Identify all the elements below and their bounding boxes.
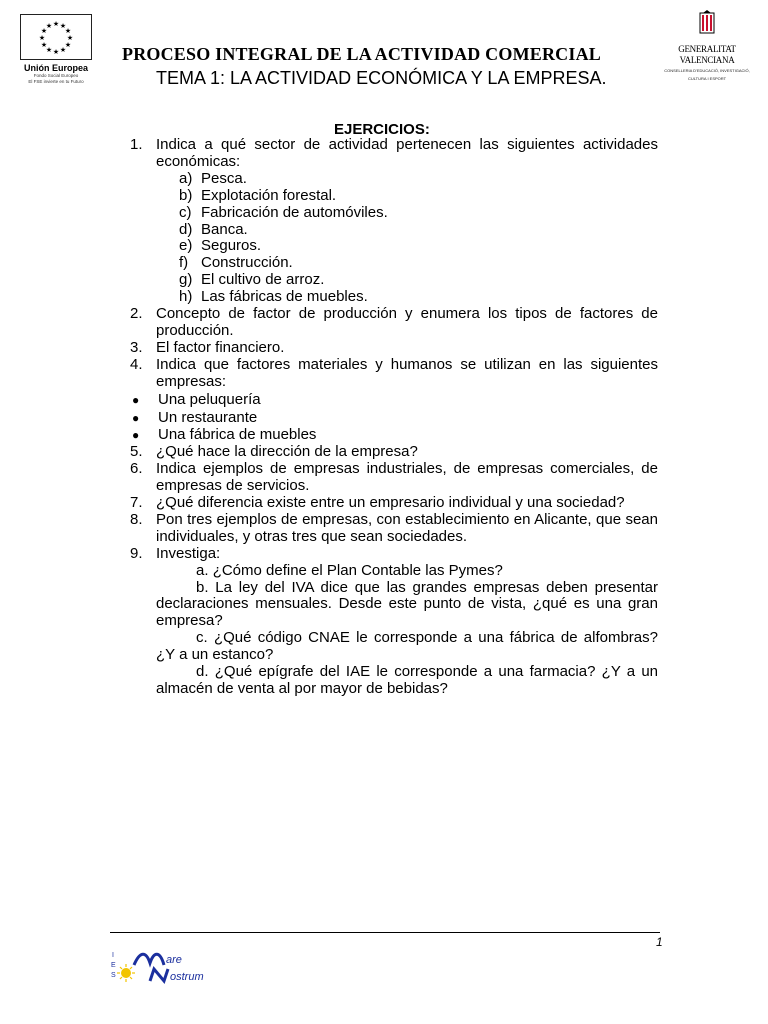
exercise-text: El factor financiero. (156, 338, 285, 356)
bullet-text: Una fábrica de muebles (158, 426, 317, 444)
bullet-icon: ● (132, 428, 140, 443)
exercise-text: Indica a qué sector de actividad pertenecen las siguientes actividades económicas: (156, 136, 658, 170)
svg-text:★: ★ (59, 46, 67, 54)
exercise-8 (130, 512, 658, 546)
exercise-text: Indica que factores materiales y humanos se utilizan en las siguientes empresas: (156, 355, 658, 390)
svg-text:★: ★ (45, 22, 53, 30)
exercise-9-part-a (130, 563, 658, 580)
exercise-4-bullet-1 (130, 392, 658, 409)
item-label: d) (179, 220, 193, 238)
exercise-9-part-d (130, 664, 658, 698)
svg-text:★: ★ (59, 22, 67, 30)
exercise-9-part-c (130, 630, 658, 664)
logo-m-letter (134, 954, 164, 965)
item-text: El cultivo de arroz. (201, 271, 325, 289)
exercise-1-item-h (130, 289, 658, 306)
logo-word-are: are (166, 954, 182, 966)
gva-dept-line-2: CULTURA I ESPORT (687, 76, 727, 81)
exercise-2 (130, 306, 658, 340)
svg-text:★: ★ (66, 34, 74, 42)
sun-icon (117, 964, 135, 982)
exercise-1-item-c (130, 205, 658, 222)
bullet-icon: ● (132, 392, 140, 407)
exercise-text: Concepto de factor de producción y enumera los tipos de factores de producción. (156, 305, 658, 339)
eu-logo-motto: El FSE invierte en tu Futuro (28, 79, 84, 84)
exercise-number: 4. (130, 355, 143, 373)
part-label: a. (196, 561, 209, 579)
exercise-6 (130, 461, 658, 495)
exercise-number: 3. (130, 338, 143, 356)
svg-text:★: ★ (40, 41, 48, 49)
exercise-1-item-a (130, 171, 658, 188)
exercise-3 (130, 340, 658, 357)
svg-text:★: ★ (64, 41, 72, 49)
gva-crest-icon (697, 10, 717, 38)
exercise-text: Indica ejemplos de empresas industriales, de empresas comerciales, de empresas de servicios. (156, 460, 658, 495)
exercise-4-bullet-2 (130, 410, 658, 427)
exercise-number: 8. (130, 510, 143, 528)
document-title: PROCESO INTEGRAL DE LA ACTIVIDAD COMERCIAL (122, 44, 601, 64)
item-text: Banca. (201, 220, 248, 238)
eu-logo (18, 14, 94, 85)
logo-n-letter (150, 969, 168, 981)
svg-text:★: ★ (64, 27, 72, 35)
part-label: b. (196, 578, 209, 596)
item-text: Las fábricas de muebles. (201, 288, 368, 306)
gva-title-line-1: GENERALITAT (678, 44, 736, 54)
exercise-number: 7. (130, 494, 143, 512)
footer-divider (110, 932, 660, 933)
exercise-9-part-b (130, 580, 658, 631)
exercise-1-item-e (130, 238, 658, 255)
exercise-list (130, 137, 658, 698)
mare-nostrum-logo (110, 945, 250, 985)
item-label: e) (179, 237, 193, 255)
exercise-1-item-f (130, 255, 658, 272)
item-text: Pesca. (201, 169, 247, 187)
exercise-text: Pon tres ejemplos de empresas, con establecimiento en Alicante, que sean individuales, y otras tres que sean sociedades. (156, 510, 658, 545)
logo-ies-s: S (111, 972, 116, 979)
gva-logo (662, 10, 752, 81)
item-label: h) (179, 288, 193, 306)
part-text: ¿Qué código CNAE le corresponde a una fábrica de alfombras? ¿Y a un estanco? (156, 629, 658, 664)
item-label: c) (179, 203, 192, 221)
part-label: d. (196, 663, 209, 681)
exercise-1-item-d (130, 222, 658, 239)
page-number: 1 (656, 935, 663, 949)
part-label: c. (196, 629, 208, 647)
exercise-text: ¿Qué diferencia existe entre un empresario individual y una sociedad? (156, 494, 625, 512)
exercise-9 (130, 546, 658, 563)
bullet-text: Un restaurante (158, 408, 258, 426)
part-text: La ley del IVA dice que las grandes empresas deben presentar declaraciones mensuales. Desde este punto de vista, ¿qué es una gran empresa? (156, 578, 659, 630)
eu-logo-fund: Fondo Social Europeo (33, 73, 79, 78)
exercise-5 (130, 444, 658, 461)
part-text: ¿Qué epígrafe del IAE le corresponde a una farmacia? ¿Y a un almacén de venta al por mayor de bebidas? (156, 663, 658, 697)
exercise-1-item-b (130, 188, 658, 205)
section-heading: EJERCICIOS: (334, 121, 430, 138)
exercise-number: 9. (130, 544, 143, 562)
exercise-1-item-g (130, 272, 658, 289)
part-text: ¿Cómo define el Plan Contable las Pymes? (212, 561, 503, 579)
logo-ies-e: E (111, 962, 116, 969)
item-label: a) (179, 169, 193, 187)
exercise-number: 6. (130, 460, 143, 478)
bullet-icon: ● (132, 410, 140, 425)
exercise-number: 2. (130, 305, 143, 323)
exercise-1 (130, 137, 658, 171)
exercise-number: 5. (130, 443, 143, 461)
gva-dept-line-1: CONSELLERIA D'EDUCACIÓ, INVESTIGACIÓ, (664, 68, 750, 73)
item-text: Fabricación de automóviles. (201, 203, 388, 221)
exercise-4-bullet-3 (130, 427, 658, 444)
logo-ies-i: I (112, 952, 114, 959)
exercise-number: 1. (130, 136, 143, 153)
item-label: f) (179, 254, 189, 272)
item-text: Seguros. (201, 237, 262, 255)
gva-title-line-2: VALENCIANA (679, 55, 735, 65)
eu-stars-icon (26, 17, 86, 57)
item-text: Construcción. (201, 254, 293, 272)
item-text: Explotación forestal. (201, 186, 337, 204)
eu-flag (20, 14, 92, 60)
document-subtitle: TEMA 1: LA ACTIVIDAD ECONÓMICA Y LA EMPRESA. (156, 68, 607, 88)
exercise-4 (130, 357, 658, 391)
bullet-text: Una peluquería (158, 390, 261, 408)
logo-word-ostrum: ostrum (170, 971, 204, 983)
svg-text:★: ★ (40, 27, 48, 35)
item-label: g) (179, 271, 193, 289)
svg-text:★: ★ (38, 34, 46, 42)
svg-text:★: ★ (52, 20, 60, 28)
exercise-7 (130, 495, 658, 512)
exercise-text: Investiga: (156, 544, 221, 562)
svg-text:★: ★ (52, 48, 60, 56)
exercise-text: ¿Qué hace la dirección de la empresa? (156, 443, 418, 461)
svg-text:★: ★ (45, 46, 53, 54)
item-label: b) (179, 186, 193, 204)
eu-logo-name: Unión Europea (23, 63, 88, 73)
